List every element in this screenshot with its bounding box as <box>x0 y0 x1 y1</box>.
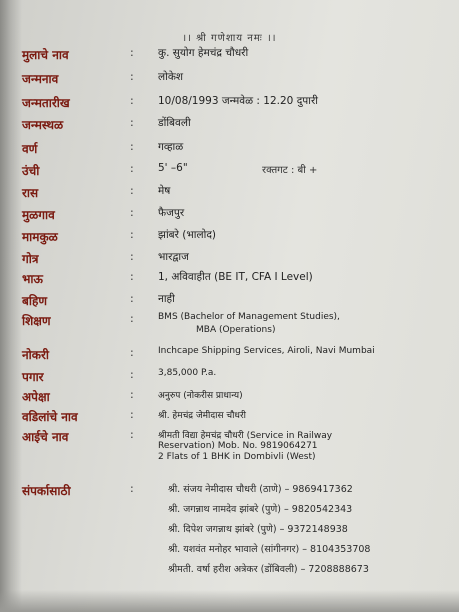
colon: : <box>130 482 134 495</box>
field-value: श्रीमती विद्या हेमचंद्र चौधरी (Service in Railway <box>158 431 333 441</box>
field-value: BMS (Bachelor of Management Studies), <box>158 312 340 322</box>
colon: : <box>130 428 134 441</box>
field-value: श्री. हेमचंद्र जेमीदास चौधरी <box>158 411 246 421</box>
field-row <box>0 94 459 112</box>
colon: : <box>130 270 134 283</box>
colon: : <box>130 228 134 241</box>
field-value: झांबरे (भालोद) <box>158 229 216 241</box>
colon: : <box>130 408 134 421</box>
field-row <box>0 116 459 134</box>
field-row <box>0 270 459 288</box>
field-value: अनुरुप (नोकरीस प्राधान्य) <box>158 391 243 401</box>
field-label: नोकरी <box>22 348 50 362</box>
field-row <box>0 368 459 386</box>
field-label: जन्मतारीख <box>22 96 70 110</box>
field-row <box>0 408 459 426</box>
colon: : <box>130 312 134 325</box>
colon: : <box>130 368 134 381</box>
contact-line: श्री. दिपेश जगन्नाथ झांबरे (पुणे) – 9372148938 <box>168 524 348 535</box>
contact-line: श्रीमती. वर्षा हरीश अत्रेकर (डोंबिवली) – 7208888673 <box>168 564 369 575</box>
colon: : <box>130 292 134 305</box>
contact-line: श्री. संजय नेमीदास चौधरी (ठाणे) – 9869417362 <box>168 484 353 495</box>
field-label: जन्मस्थळ <box>22 118 64 132</box>
field-row <box>0 312 459 335</box>
field-label: मामकुळ <box>22 230 58 244</box>
field-value-line2: Reservation) Mob. No. 9819064271 <box>158 441 318 451</box>
field-value: डोंबिवली <box>158 117 191 129</box>
field-value: गव्हाळ <box>158 141 184 153</box>
field-row <box>0 206 459 224</box>
field-value: कु. सुयोग हेमचंद्र चौधरी <box>158 47 249 59</box>
field-value: फैजपुर <box>158 207 185 219</box>
field-row <box>0 292 459 310</box>
colon: : <box>130 184 134 197</box>
field-value: मेष <box>158 185 171 197</box>
contact-label: संपर्कासाठी <box>22 484 71 498</box>
field-row <box>0 428 459 462</box>
contact-line: श्री. जगन्नाथ नामदेव झांबरे (पुणे) – 9820542343 <box>168 504 353 515</box>
colon: : <box>130 116 134 129</box>
colon: : <box>130 70 134 83</box>
field-label: पगार <box>22 370 44 384</box>
field-label: मुळगाव <box>22 208 55 222</box>
field-value-line2: MBA (Operations) <box>196 325 276 335</box>
field-value: 5' –6" <box>158 162 188 174</box>
colon: : <box>130 162 134 175</box>
field-label: उंची <box>22 164 40 178</box>
contact-line: श्री. यशवंत मनोहर भावाले (सांगीनगर) – 8104353708 <box>168 544 371 555</box>
colon: : <box>130 46 134 59</box>
field-value: 3,85,000 P.a. <box>158 368 217 378</box>
colon: : <box>130 346 134 359</box>
field-label: वर्ण <box>22 142 38 156</box>
field-label: मुलाचे नाव <box>22 48 69 62</box>
field-value: Inchcape Shipping Services, Airoli, Navi Mumbai <box>158 346 375 356</box>
field-extra-value: रक्तगट : बी + <box>262 165 318 176</box>
field-label: वडिलांचे नाव <box>22 410 78 424</box>
field-row <box>0 70 459 88</box>
colon: : <box>130 250 134 263</box>
field-row <box>0 250 459 268</box>
field-label: गोत्र <box>22 252 39 266</box>
field-label: भाऊ <box>22 272 43 286</box>
page-bottom-shadow <box>0 590 459 612</box>
colon: : <box>130 206 134 219</box>
field-row <box>0 184 459 202</box>
field-value-line3: 2 Flats of 1 BHK in Dombivli (West) <box>158 452 316 462</box>
field-row <box>0 162 459 180</box>
field-label: जन्मनाव <box>22 72 59 86</box>
field-value: भारद्वाज <box>158 251 189 263</box>
field-label: अपेक्षा <box>22 390 50 404</box>
field-value: नाही <box>158 293 175 305</box>
field-label: बहिण <box>22 294 48 308</box>
field-row <box>0 46 459 64</box>
field-value: 10/08/1993 जन्मवेळ : 12.20 दुपारी <box>158 95 318 107</box>
field-label: शिक्षण <box>22 314 51 328</box>
field-label: रास <box>22 186 39 200</box>
field-row <box>0 228 459 246</box>
invocation-header: ।। श्री गणेशाय नमः ।। <box>182 33 277 44</box>
colon: : <box>130 94 134 107</box>
colon: : <box>130 140 134 153</box>
field-row <box>0 140 459 158</box>
field-row <box>0 346 459 364</box>
colon: : <box>130 388 134 401</box>
field-row <box>0 388 459 406</box>
field-value: 1, अविवाहीत (BE IT, CFA I Level) <box>158 271 313 283</box>
field-value: लोकेश <box>158 71 184 83</box>
field-label: आईचे नाव <box>22 430 69 444</box>
